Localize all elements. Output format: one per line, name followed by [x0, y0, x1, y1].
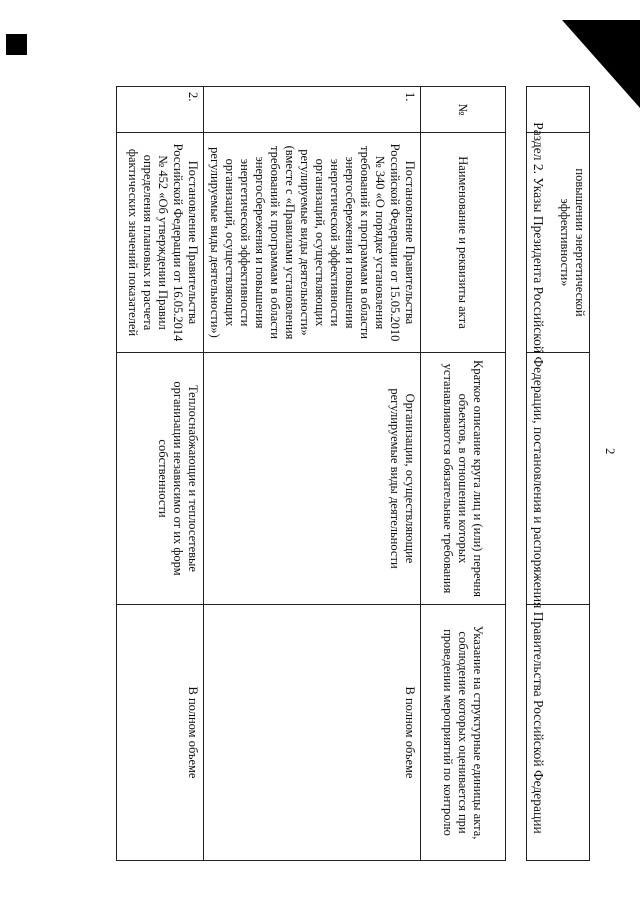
header-scope: Краткое описание круга лиц и (или) перечня объектов, в отношении которых устанавливаются обязательные требования	[421, 353, 506, 605]
prev-name-cell: повышении энергетической эффективности»	[527, 133, 590, 353]
table-row	[204, 87, 421, 861]
row-num: 1.	[204, 87, 421, 133]
section-title: Раздел 2. Указы Президента Российской Федерации, постановления и распоряжения Правительства Российской Федерации	[531, 122, 546, 834]
row-units: В полном объеме	[204, 605, 421, 861]
header-name: Наименование и реквизиты акта	[421, 133, 506, 353]
row-units: В полном объеме	[117, 605, 204, 861]
row-act-name: Постановление Правительства Российской Федерации от 15.05.2010 № 340 «О порядке установления требований к программам в области энергосбережения и повышения энергетической эффективности организаций, осуществляющих регулируемые виды деятельности» (вместе с «Правилами установления требований к программам в области энергосбережения и повышения энергетической эффективности организаций, осуществляющих регулируемые виды деятельности»)	[204, 133, 421, 353]
row-num: 2.	[117, 87, 204, 133]
row-scope: Организации, осуществляющие регулируемые виды деятельности	[204, 353, 421, 605]
header-num: №	[421, 87, 506, 133]
row-act-name: Постановление Правительства Российской Федерации от 16.05.2014 № 452 «Об утверждении Правил определения плановых и расчета фактических значений показателей	[117, 133, 204, 353]
row-scope: Теплоснабжающие и теплосетевые организации независимо от их форм собственности	[117, 353, 204, 605]
header-units: Указание на структурные единицы акта, соблюдение которых оценивается при проведении мероприятий по контролю	[421, 605, 506, 861]
table-header-row	[421, 87, 506, 861]
page-number: 2	[603, 448, 618, 455]
acts-table	[116, 86, 506, 861]
table-row	[117, 87, 204, 861]
